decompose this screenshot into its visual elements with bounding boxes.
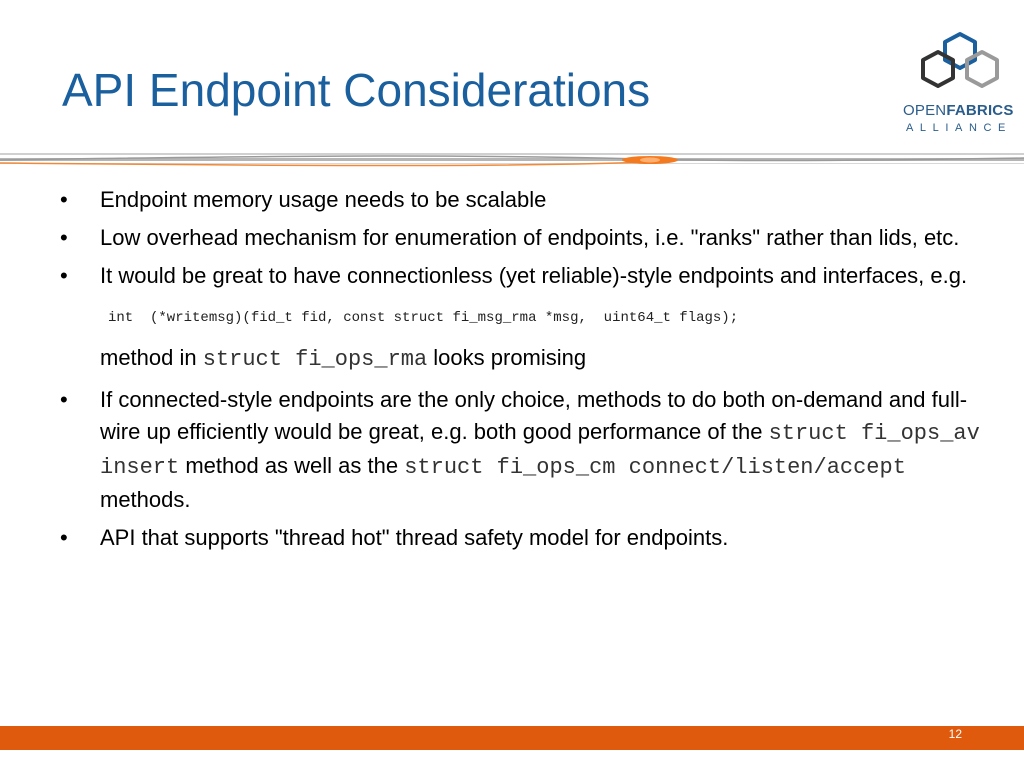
bullet-text: Low overhead mechanism for enumeration of endpoints, i.e. "ranks" rather than lids, etc.	[100, 225, 960, 250]
code-inline: struct fi_ops_rma	[202, 347, 428, 372]
bullet-continuation	[60, 342, 980, 376]
bullet-marker: •	[60, 187, 68, 212]
bullet-marker: •	[60, 263, 68, 288]
logo-hexagon-right	[967, 52, 997, 86]
bullet-marker: •	[60, 225, 68, 250]
bullet-list	[60, 184, 980, 560]
list-item	[60, 384, 980, 516]
logo-wordmark	[903, 102, 1014, 119]
logo-hexagon-left	[923, 52, 953, 86]
code-snippet: int (*writemsg)(fid_t fid, const struct fi_msg_rma *msg, uint64_t flags);	[108, 310, 739, 326]
page-number: 12	[948, 727, 962, 741]
bullet-text: method as well as the	[179, 453, 405, 478]
logo-word-open: OPEN	[903, 102, 947, 119]
logo-hexagon-top	[945, 34, 975, 68]
list-item	[60, 184, 980, 216]
continuation-text: looks promising	[427, 345, 587, 370]
slide-title: API Endpoint Considerations	[62, 64, 651, 116]
bullet-text: It would be great to have connectionless (yet reliable)-style endpoints and interfaces, e.g.	[100, 263, 968, 288]
bullet-marker: •	[60, 387, 68, 412]
list-item	[60, 222, 980, 254]
list-item	[60, 522, 980, 554]
bullet-text: If connected-style endpoints are the only choice, methods to do both on-demand and full-wire up efficiently would be great, e.g. both good performance of the	[100, 387, 968, 444]
bullet-text: methods.	[100, 487, 191, 512]
bullet-text: Endpoint memory usage needs to be scalable	[100, 187, 547, 212]
header-divider	[0, 150, 1024, 174]
continuation-text: method in	[100, 345, 203, 370]
logo-alliance: ALLIANCE	[906, 122, 1012, 134]
code-inline: struct fi_ops_cm connect/listen/accept	[404, 455, 906, 480]
footer-bar	[0, 726, 1024, 750]
code-inline: struct fi_ops_av insert	[100, 421, 980, 480]
bullet-text: API that supports "thread hot" thread safety model for endpoints.	[100, 525, 729, 550]
list-item	[60, 260, 980, 292]
bullet-marker: •	[60, 525, 68, 550]
logo-word-fabrics: FABRICS	[946, 102, 1014, 119]
